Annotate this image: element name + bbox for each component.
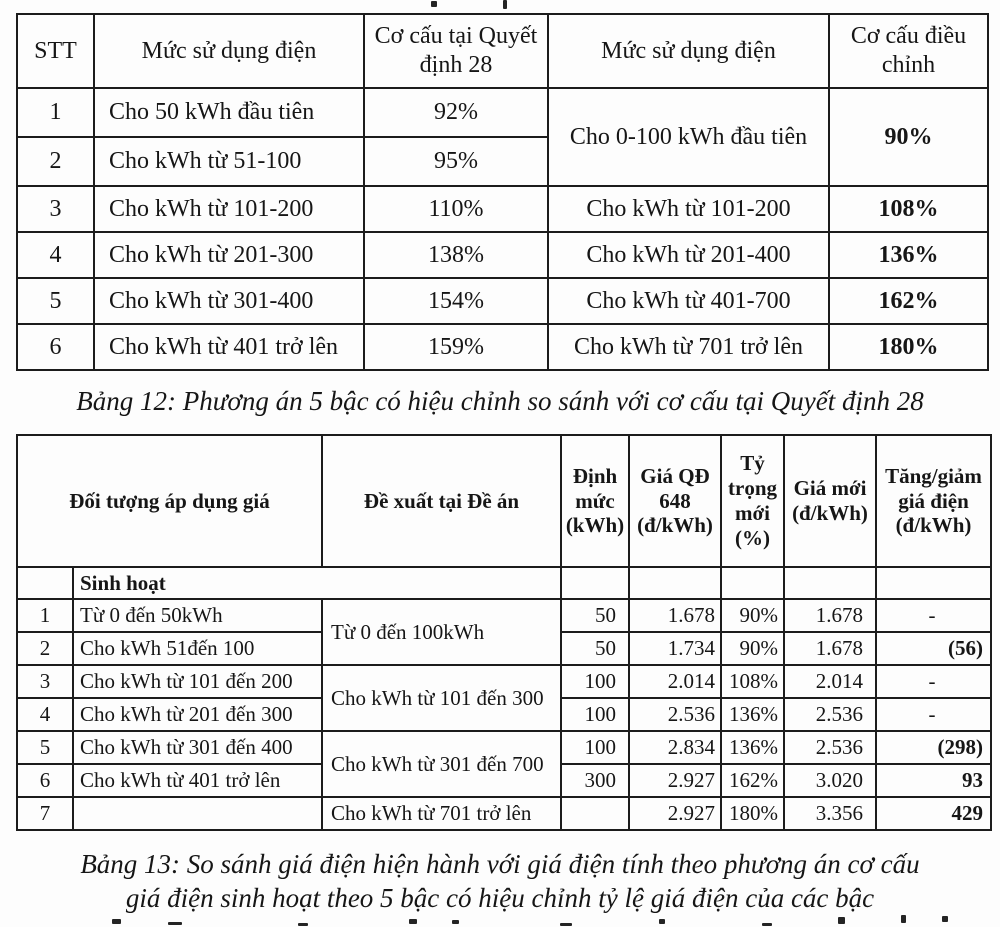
price648-cell: 2.014 bbox=[629, 665, 721, 698]
quota-cell: 300 bbox=[561, 764, 629, 797]
target-cell: Từ 0 đến 50kWh bbox=[73, 599, 322, 632]
target-cell bbox=[73, 797, 322, 830]
target-cell: Cho kWh từ 301 đến 400 bbox=[73, 731, 322, 764]
stt-cell: 6 bbox=[17, 764, 73, 797]
table2-caption bbox=[0, 847, 1000, 915]
qd28-cell: 92% bbox=[364, 88, 548, 137]
table1-header-stt: STT bbox=[17, 14, 94, 88]
quota-cell: 100 bbox=[561, 731, 629, 764]
qd28-cell: 95% bbox=[364, 137, 548, 186]
qd28-cell: 159% bbox=[364, 324, 548, 370]
table-row bbox=[17, 232, 988, 278]
quota-cell: 100 bbox=[561, 698, 629, 731]
stt-cell: 2 bbox=[17, 137, 94, 186]
quota-cell: 50 bbox=[561, 599, 629, 632]
table2-header-delta: Tăng/giảm giá điện (đ/kWh) bbox=[876, 435, 991, 567]
usage-cell: Cho kWh từ 201-300 bbox=[94, 232, 364, 278]
stt-cell: 6 bbox=[17, 324, 94, 370]
stt-cell: 4 bbox=[17, 232, 94, 278]
table-row bbox=[17, 665, 991, 698]
adjusted-cell: 136% bbox=[829, 232, 988, 278]
qd28-cell: 138% bbox=[364, 232, 548, 278]
table-row bbox=[17, 731, 991, 764]
ratio-cell: 90% bbox=[721, 599, 784, 632]
ratio-cell: 180% bbox=[721, 797, 784, 830]
new-usage-cell: Cho kWh từ 701 trở lên bbox=[548, 324, 829, 370]
table1-header-adjusted: Cơ cấu điều chỉnh bbox=[829, 14, 988, 88]
stt-cell: 2 bbox=[17, 632, 73, 665]
group-label: Sinh hoạt bbox=[73, 567, 561, 599]
ratio-cell: 108% bbox=[721, 665, 784, 698]
adjusted-cell: 180% bbox=[829, 324, 988, 370]
new-usage-cell: Cho kWh từ 201-400 bbox=[548, 232, 829, 278]
delta-cell: (298) bbox=[876, 731, 991, 764]
table2-header-row bbox=[17, 435, 991, 567]
table2-header-target: Đối tượng áp dụng giá bbox=[17, 435, 322, 567]
delta-cell: - bbox=[876, 599, 991, 632]
usage-cell: Cho kWh từ 301-400 bbox=[94, 278, 364, 324]
usage-cell: Cho kWh từ 51-100 bbox=[94, 137, 364, 186]
table1-header-usage: Mức sử dụng điện bbox=[94, 14, 364, 88]
stt-cell: 1 bbox=[17, 88, 94, 137]
usage-cell: Cho kWh từ 101-200 bbox=[94, 186, 364, 232]
target-cell: Cho kWh từ 401 trở lên bbox=[73, 764, 322, 797]
newprice-cell: 3.356 bbox=[784, 797, 876, 830]
price648-cell bbox=[629, 567, 721, 599]
price648-cell: 1.734 bbox=[629, 632, 721, 665]
newprice-cell: 1.678 bbox=[784, 599, 876, 632]
delta-cell: (56) bbox=[876, 632, 991, 665]
table-row bbox=[17, 599, 991, 632]
price648-cell: 2.927 bbox=[629, 797, 721, 830]
price648-cell: 2.834 bbox=[629, 731, 721, 764]
stt-cell: 3 bbox=[17, 665, 73, 698]
ratio-cell: 136% bbox=[721, 731, 784, 764]
table-bang13 bbox=[16, 434, 992, 831]
table-row bbox=[17, 324, 988, 370]
delta-cell: 93 bbox=[876, 764, 991, 797]
stt-cell: 5 bbox=[17, 731, 73, 764]
delta-cell: - bbox=[876, 698, 991, 731]
newprice-cell: 2.536 bbox=[784, 731, 876, 764]
table-row bbox=[17, 278, 988, 324]
quota-cell: 100 bbox=[561, 665, 629, 698]
stt-cell: 5 bbox=[17, 278, 94, 324]
table-bang12 bbox=[16, 13, 989, 371]
stt-cell: 7 bbox=[17, 797, 73, 830]
proposal-cell: Cho kWh từ 701 trở lên bbox=[322, 797, 561, 830]
new-usage-cell: Cho 0-100 kWh đầu tiên bbox=[548, 88, 829, 186]
new-usage-cell: Cho kWh từ 401-700 bbox=[548, 278, 829, 324]
newprice-cell: 2.536 bbox=[784, 698, 876, 731]
stt-cell bbox=[17, 567, 73, 599]
stt-cell: 1 bbox=[17, 599, 73, 632]
proposal-cell: Cho kWh từ 301 đến 700 bbox=[322, 731, 561, 797]
table2-header-proposal: Đề xuất tại Đề án bbox=[322, 435, 561, 567]
usage-cell: Cho kWh từ 401 trở lên bbox=[94, 324, 364, 370]
table2-caption-line1: Bảng 13: So sánh giá điện hiện hành với giá điện tính theo phương án cơ cấu bbox=[80, 849, 920, 879]
target-cell: Cho kWh từ 101 đến 200 bbox=[73, 665, 322, 698]
table2-header-ratio: Tỷ trọng mới (%) bbox=[721, 435, 784, 567]
proposal-cell: Cho kWh từ 101 đến 300 bbox=[322, 665, 561, 731]
usage-cell: Cho 50 kWh đầu tiên bbox=[94, 88, 364, 137]
newprice-cell: 2.014 bbox=[784, 665, 876, 698]
newprice-cell: 3.020 bbox=[784, 764, 876, 797]
quota-cell: 50 bbox=[561, 632, 629, 665]
proposal-cell: Từ 0 đến 100kWh bbox=[322, 599, 561, 665]
price648-cell: 2.927 bbox=[629, 764, 721, 797]
table2-header-price648: Giá QĐ 648 (đ/kWh) bbox=[629, 435, 721, 567]
adjusted-cell: 162% bbox=[829, 278, 988, 324]
delta-cell: - bbox=[876, 665, 991, 698]
stt-cell: 4 bbox=[17, 698, 73, 731]
price648-cell: 1.678 bbox=[629, 599, 721, 632]
target-cell: Cho kWh từ 201 đến 300 bbox=[73, 698, 322, 731]
table-row bbox=[17, 88, 988, 137]
adjusted-cell: 90% bbox=[829, 88, 988, 186]
newprice-cell bbox=[784, 567, 876, 599]
ratio-cell bbox=[721, 567, 784, 599]
delta-cell bbox=[876, 567, 991, 599]
table1-header-row bbox=[17, 14, 988, 88]
ratio-cell: 162% bbox=[721, 764, 784, 797]
table2-header-newprice: Giá mới (đ/kWh) bbox=[784, 435, 876, 567]
newprice-cell: 1.678 bbox=[784, 632, 876, 665]
table-row bbox=[17, 186, 988, 232]
qd28-cell: 110% bbox=[364, 186, 548, 232]
adjusted-cell: 108% bbox=[829, 186, 988, 232]
qd28-cell: 154% bbox=[364, 278, 548, 324]
quota-cell bbox=[561, 567, 629, 599]
table1-header-qd28: Cơ cấu tại Quyết định 28 bbox=[364, 14, 548, 88]
table2-caption-line2: giá điện sinh hoạt theo 5 bậc có hiệu chỉnh tỷ lệ giá điện của các bậc bbox=[125, 883, 875, 913]
delta-cell: 429 bbox=[876, 797, 991, 830]
group-row-sinh-hoat bbox=[17, 567, 991, 599]
table1-header-usage-new: Mức sử dụng điện bbox=[548, 14, 829, 88]
quota-cell bbox=[561, 797, 629, 830]
new-usage-cell: Cho kWh từ 101-200 bbox=[548, 186, 829, 232]
stt-cell: 3 bbox=[17, 186, 94, 232]
table1-caption: Bảng 12: Phương án 5 bậc có hiệu chỉnh so sánh với cơ cấu tại Quyết định 28 bbox=[76, 386, 924, 416]
ratio-cell: 90% bbox=[721, 632, 784, 665]
price648-cell: 2.536 bbox=[629, 698, 721, 731]
target-cell: Cho kWh 51đến 100 bbox=[73, 632, 322, 665]
ratio-cell: 136% bbox=[721, 698, 784, 731]
table-row bbox=[17, 797, 991, 830]
table2-header-quota: Định mức (kWh) bbox=[561, 435, 629, 567]
